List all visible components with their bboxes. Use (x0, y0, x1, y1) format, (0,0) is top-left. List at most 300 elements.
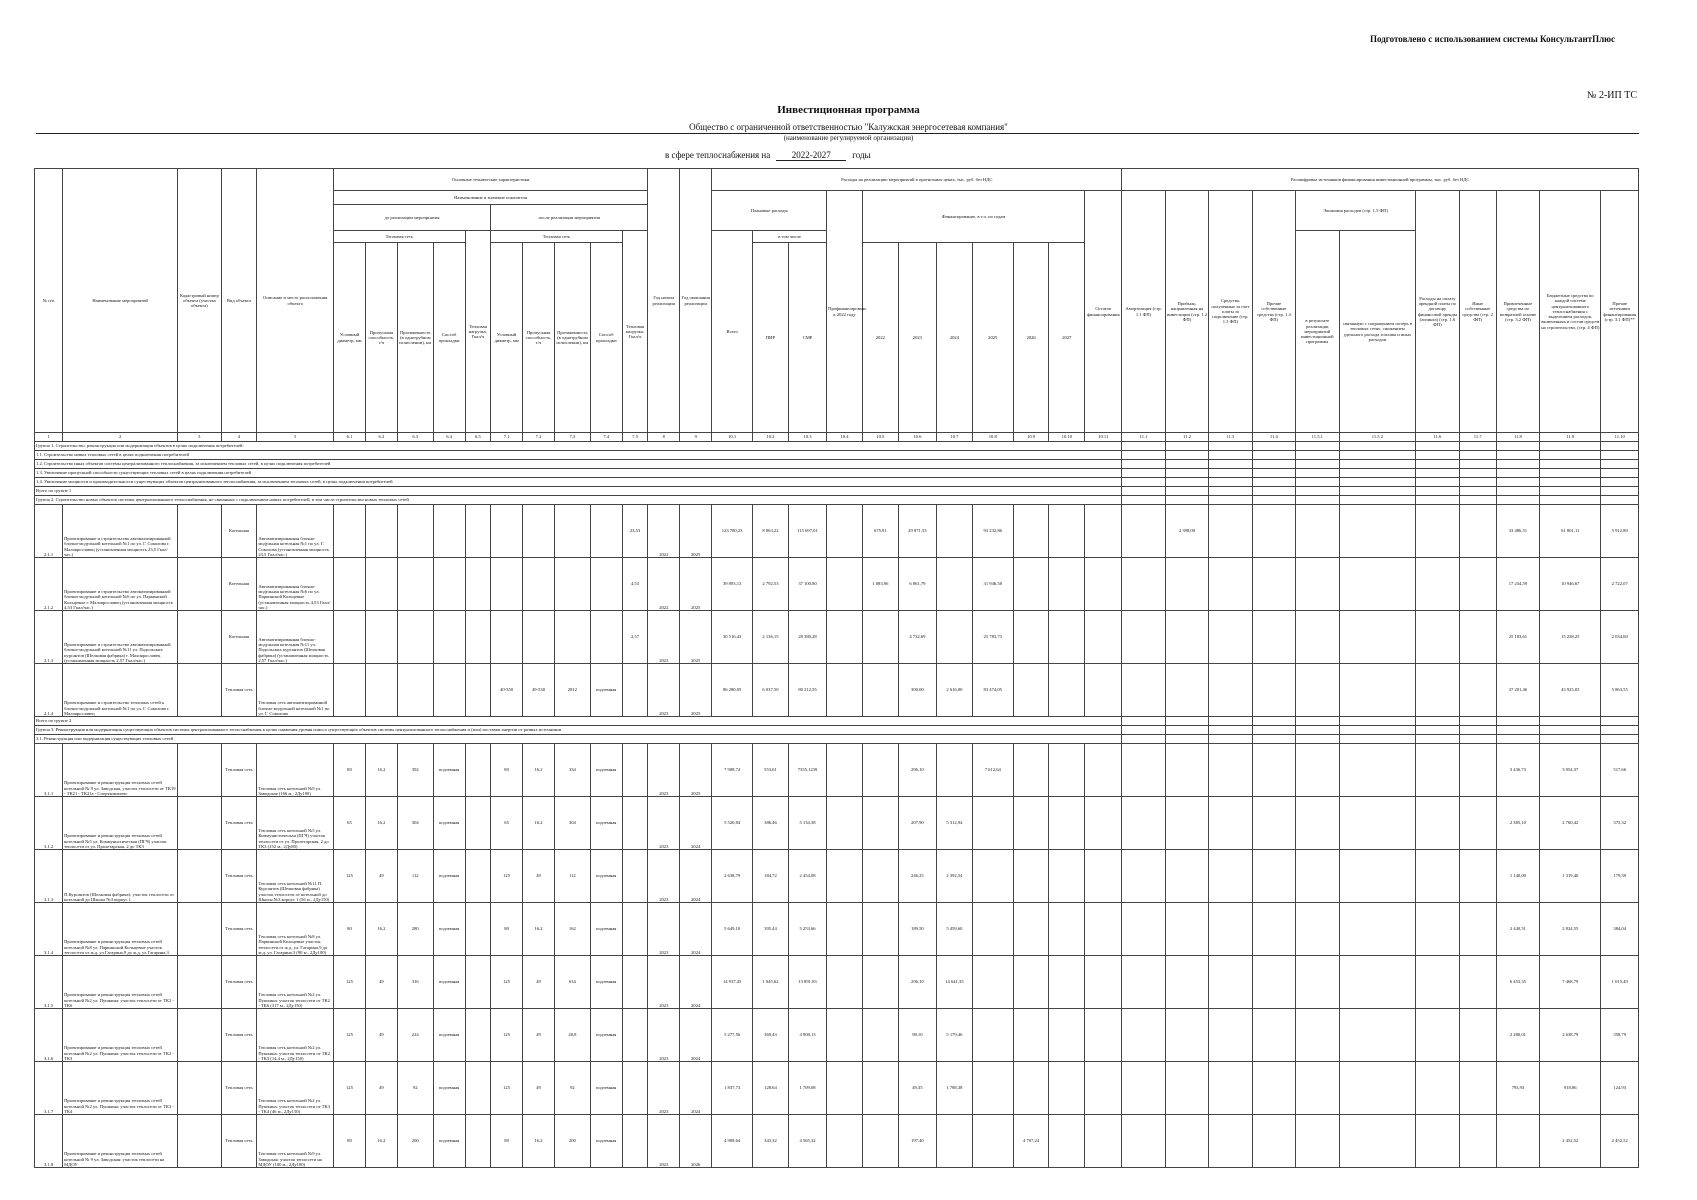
group-label: Группа 2. Строительство новых объектов системы централизованного теплоснабжения, не связанных с подключением новых потребителей, в том числе строительство новых тепловых сетей (35, 496, 1122, 505)
row-value-s114 (1252, 744, 1295, 797)
row-value-c62: 16,2 (365, 744, 397, 797)
row-value-c65 (465, 1062, 491, 1115)
header-profit: Прибыль, направленная на инвестиции (стр. 1.2 ФП) (1165, 191, 1208, 433)
row-type: Тепловая сеть (221, 797, 257, 850)
empty-cell (1416, 735, 1459, 744)
row-value-s119: 15 238,25 (1540, 611, 1601, 664)
row-value-f27 (1049, 558, 1085, 611)
row-value-fin (827, 505, 863, 558)
empty-cell (1296, 726, 1339, 735)
row-value-fin (827, 1062, 863, 1115)
header-smr: СМР (788, 243, 826, 433)
row-value-f22 (862, 956, 898, 1009)
row-value-s112 (1165, 1009, 1208, 1062)
row-value-f23: 4 732,69 (898, 611, 936, 664)
row-value-pir: 6 037,50 (753, 664, 789, 717)
row-value-smr: 7355,1239 (788, 744, 826, 797)
row-value-f23: 296,10 (898, 956, 936, 1009)
row-value-c72: 16,2 (523, 903, 555, 956)
row-value-f25 (972, 1115, 1013, 1168)
row-value-c64: подземная (433, 850, 465, 903)
row-value-s111 (1122, 903, 1165, 956)
column-number-cell: 11.4 (1252, 433, 1295, 442)
row-number: 3.1.6 (35, 1009, 63, 1062)
row-value-c71: 65 (491, 797, 523, 850)
row-value-f26 (1013, 956, 1049, 1009)
header-year-2024: 2024 (937, 243, 973, 433)
row-value-smr: 28 380,28 (788, 611, 826, 664)
empty-cell (1601, 451, 1639, 460)
row-value-s117 (1459, 744, 1496, 797)
row-value-f22: 1 083,96 (862, 558, 898, 611)
row-value-c72: 49 (523, 1009, 555, 1062)
row-value-c72 (523, 505, 555, 558)
row-value-s112 (1165, 611, 1208, 664)
row-value-s113 (1209, 558, 1252, 611)
row-value-smr: 4 908,13 (788, 1009, 826, 1062)
empty-cell (1496, 717, 1539, 726)
row-value-c64: подземная (433, 1115, 465, 1168)
empty-cell (1252, 735, 1295, 744)
row-value-s118: 37 201,46 (1496, 664, 1539, 717)
row-value-s113 (1209, 1115, 1252, 1168)
group-row (35, 451, 1639, 460)
row-value-c61 (333, 558, 365, 611)
row-value-f23: 6 861,79 (898, 558, 936, 611)
table-row (35, 558, 1639, 611)
empty-cell (1416, 460, 1459, 469)
row-value-s1151 (1296, 744, 1339, 797)
row-value-c65 (465, 956, 491, 1009)
empty-cell (1459, 442, 1496, 451)
organization-name: Общество с ограниченной ответственностью "Калужская энергосетевая компания" (689, 122, 1008, 132)
row-value-c73: 634 (554, 956, 590, 1009)
group-row (35, 469, 1639, 478)
header-n: № п/п (35, 169, 63, 433)
header-length-before: Протяженность (в однотрубном исчислении), км (397, 243, 433, 433)
row-value-s114 (1252, 558, 1295, 611)
empty-cell (1459, 726, 1496, 735)
empty-cell (1540, 717, 1601, 726)
row-value-c75 (622, 1009, 648, 1062)
row-value-c73: 334 (554, 744, 590, 797)
row-type: Тепловая сеть (221, 1115, 257, 1168)
row-value-s114 (1252, 505, 1295, 558)
row-value-s1110: 124,93 (1601, 1062, 1639, 1115)
empty-cell (1540, 451, 1601, 460)
row-value-f27 (1049, 956, 1085, 1009)
row-name: Проектирование и реконструкция тепловых сетей котельной № 9 ул. Заводская: участок теплосети на МДОУ (63, 1115, 178, 1168)
header-capacity-after: Пропускная способность, т/ч (523, 243, 555, 433)
row-value-f24: 1 788,38 (937, 1062, 973, 1115)
row-value-total: 2 638,79 (712, 850, 753, 903)
row-value-s119: 2 760,42 (1540, 797, 1601, 850)
row-cadastral (178, 797, 221, 850)
row-value-s113 (1209, 850, 1252, 903)
row-value-rem (1085, 1009, 1122, 1062)
row-cadastral (178, 558, 221, 611)
row-value-f27 (1049, 1062, 1085, 1115)
row-value-rem (1085, 797, 1122, 850)
row-number: 2.1.3 (35, 611, 63, 664)
column-number-cell: 8 (648, 433, 680, 442)
row-location: Автоматизированная блочно-модульная котельная №6 по ул. Паркинской Кольцевые (установленная мощность 4,53 Гкал/час.) (257, 558, 334, 611)
row-name: Проектирование и реконструкция тепловых сетей котельной №5 ул. Коммунистическая (ПГЧ) участок теплосети от ул. Пролетарская, 2 до ТК3 (63, 797, 178, 850)
column-number-cell: 10.2 (753, 433, 789, 442)
row-value-rem (1085, 664, 1122, 717)
row-value-total: 39 893,13 (712, 558, 753, 611)
row-value-c62 (365, 505, 397, 558)
row-value-c65 (465, 797, 491, 850)
column-number-cell: 6.1 (333, 433, 365, 442)
row-value-c63: 112 (397, 850, 433, 903)
row-value-s111 (1122, 558, 1165, 611)
column-number-cell: 11.3 (1209, 433, 1252, 442)
row-value-s118: 17 234,59 (1496, 558, 1539, 611)
empty-cell (1496, 460, 1539, 469)
row-value-s112 (1165, 558, 1208, 611)
row-value-s117 (1459, 1062, 1496, 1115)
row-value-c73 (554, 505, 590, 558)
row-value-c63 (397, 664, 433, 717)
header-connect: Средства, полученные за счет платы за подключение (стр. 1.3 ФП) (1209, 191, 1252, 433)
row-value-s118: 33 486,51 (1496, 505, 1539, 558)
empty-cell (1496, 451, 1539, 460)
column-number-cell: 10.6 (898, 433, 936, 442)
row-value-f27 (1049, 797, 1085, 850)
row-value-s118 (1496, 1115, 1539, 1168)
row-value-s119: 2 824,55 (1540, 903, 1601, 956)
group-row (35, 496, 1639, 505)
empty-cell (1252, 487, 1295, 496)
empty-cell (1496, 442, 1539, 451)
row-value-f26 (1013, 903, 1049, 956)
sphere-line (665, 150, 871, 161)
row-value-f26 (1013, 1009, 1049, 1062)
empty-cell (1296, 460, 1339, 469)
row-value-rem (1085, 956, 1122, 1009)
row-value-f23: 300,00 (898, 664, 936, 717)
row-value-c61: 125 (333, 956, 365, 1009)
row-value-s1151 (1296, 1009, 1339, 1062)
row-value-s113 (1209, 664, 1252, 717)
empty-cell (1496, 487, 1539, 496)
row-value-c72: 49-530 (523, 664, 555, 717)
row-value-smr: 5 134,38 (788, 797, 826, 850)
row-value-s116 (1416, 903, 1459, 956)
row-value-total: 14 937,45 (712, 956, 753, 1009)
row-value-s1110: 5 912,80 (1601, 505, 1639, 558)
header-remainder: Остаток финансирования (1085, 191, 1122, 433)
empty-cell (1165, 487, 1208, 496)
row-value-c74: подземная (590, 797, 622, 850)
empty-cell (1416, 717, 1459, 726)
header-tech-group: Основные технические характеристики (333, 169, 647, 191)
empty-cell (1416, 487, 1459, 496)
row-value-f25 (972, 903, 1013, 956)
row-value-c63 (397, 611, 433, 664)
row-type: Тепловая сеть (221, 744, 257, 797)
empty-cell (1416, 726, 1459, 735)
row-value-s1151 (1296, 850, 1339, 903)
row-name: Проектирование и реконструкция тепловых сетей котельной №8 ул. Паркинской Кольцевые участок теплосети от ж.д. ул.Гагарина,9 до ж.д. ул.Гагарина,3 (63, 903, 178, 956)
row-value-s117 (1459, 1009, 1496, 1062)
row-value-y1: 2023 (648, 744, 680, 797)
row-value-s114 (1252, 611, 1295, 664)
column-number-cell: 10.5 (862, 433, 898, 442)
column-number-cell: 10.9 (1013, 433, 1049, 442)
empty-cell (1122, 442, 1165, 451)
header-other: Прочие источники финансирования (стр. 3.1 ФП)** (1601, 191, 1639, 433)
row-value-pir: 369,43 (753, 1009, 789, 1062)
empty-cell (1209, 717, 1252, 726)
row-value-c65 (465, 903, 491, 956)
empty-cell (1601, 469, 1639, 478)
empty-cell (1165, 442, 1208, 451)
row-value-f23: 98,10 (898, 1009, 936, 1062)
empty-cell (1122, 478, 1165, 487)
row-value-rem (1085, 850, 1122, 903)
row-value-rem (1085, 611, 1122, 664)
row-value-c63: 224 (397, 1009, 433, 1062)
row-value-c61 (333, 611, 365, 664)
row-name: Проектирование и строительство автоматизированной блочно-модульной котельной №1 по ул. Г. Соколова г. Малоярославец (установленная мощность 23,5 Гкал/час.) (63, 505, 178, 558)
row-value-f24: 14 641,35 (937, 956, 973, 1009)
empty-cell (1339, 469, 1416, 478)
row-value-s112 (1165, 744, 1208, 797)
row-value-f27 (1049, 664, 1085, 717)
empty-cell (1459, 469, 1496, 478)
row-value-s111 (1122, 1009, 1165, 1062)
empty-cell (1339, 717, 1416, 726)
row-number: 3.1.3 (35, 850, 63, 903)
empty-cell (1601, 726, 1639, 735)
column-number-cell: 1 (35, 433, 63, 442)
row-value-y1: 2022 (648, 558, 680, 611)
empty-cell (1540, 460, 1601, 469)
row-value-s111 (1122, 850, 1165, 903)
row-value-s118: 1 140,00 (1496, 850, 1539, 903)
row-value-c75 (622, 664, 648, 717)
row-value-s114 (1252, 797, 1295, 850)
row-cadastral (178, 850, 221, 903)
row-value-s113 (1209, 505, 1252, 558)
row-value-c73: 162 (554, 903, 590, 956)
group-row (35, 478, 1639, 487)
row-number: 2.1.2 (35, 558, 63, 611)
column-number-cell: 10.1 (712, 433, 753, 442)
row-value-s1110: 1 015,49 (1601, 956, 1639, 1009)
row-value-y2: 2024 (680, 797, 712, 850)
row-value-s116 (1416, 558, 1459, 611)
row-value-c74: подземная (590, 664, 622, 717)
empty-cell (1496, 496, 1539, 505)
row-value-pir: 553,61 (753, 744, 789, 797)
row-value-c65 (465, 664, 491, 717)
row-value-y2: 2025 (680, 505, 712, 558)
row-value-c73: 304 (554, 797, 590, 850)
row-value-pir: 8 063,22 (753, 505, 789, 558)
row-value-c74 (590, 611, 622, 664)
row-value-s114 (1252, 1062, 1295, 1115)
row-value-f24: 5 312,94 (937, 797, 973, 850)
row-value-fin (827, 611, 863, 664)
row-value-s1152 (1339, 1009, 1416, 1062)
column-number-cell: 7.1 (491, 433, 523, 442)
empty-cell (1459, 735, 1496, 744)
row-name: Проектирование и строительство тепловых сетей к блочно-модульной котельной №1 по ул. Г. Соколова г. Малоярославец (63, 664, 178, 717)
row-value-c62: 49 (365, 1062, 397, 1115)
row-value-smr: 4 565,32 (788, 1115, 826, 1168)
column-number-cell: 10.7 (937, 433, 973, 442)
row-value-c74: подземная (590, 1009, 622, 1062)
row-value-c74: подземная (590, 1062, 622, 1115)
row-location: Автоматизированная блочно-модульная котельная №1 по ул. Г. Соколова (установленная мощность 23,5 Гкал/час.) (257, 505, 334, 558)
table-row (35, 903, 1639, 956)
header-year-2022: 2022 (862, 243, 898, 433)
row-value-c71: 80 (491, 744, 523, 797)
header-network-before: Тепловая сеть (333, 231, 465, 243)
row-value-f22 (862, 903, 898, 956)
row-value-s111 (1122, 611, 1165, 664)
row-value-f22 (862, 1062, 898, 1115)
empty-cell (1209, 478, 1252, 487)
row-value-f27 (1049, 1009, 1085, 1062)
row-value-total: 86 280,05 (712, 664, 753, 717)
header-economy: Экономия расходов (стр. 1.5 ФП) (1296, 191, 1416, 231)
row-value-smr: 2 454,08 (788, 850, 826, 903)
empty-cell (1122, 460, 1165, 469)
row-value-s119: 1 319,40 (1540, 850, 1601, 903)
column-number-cell: 7.2 (523, 433, 555, 442)
row-value-s111 (1122, 1062, 1165, 1115)
row-value-rem (1085, 558, 1122, 611)
row-value-f23: 29 871,53 (898, 505, 936, 558)
row-value-y1: 2023 (648, 850, 680, 903)
row-value-c71 (491, 611, 523, 664)
row-value-f27 (1049, 1115, 1085, 1168)
row-value-c63: 200 (397, 1115, 433, 1168)
row-value-s1151 (1296, 1115, 1339, 1168)
row-number: 3.1.5 (35, 956, 63, 1009)
table-row (35, 956, 1639, 1009)
row-value-s112 (1165, 956, 1208, 1009)
header-amort: Амортизация (стр. 1.1 ФП) (1122, 191, 1165, 433)
table-body (35, 442, 1639, 1168)
row-value-f26 (1013, 1062, 1049, 1115)
row-value-c74: подземная (590, 956, 622, 1009)
row-value-c64 (433, 664, 465, 717)
empty-cell (1459, 717, 1496, 726)
header-year-2027: 2027 (1049, 243, 1085, 433)
row-value-c75: 4,53 (622, 558, 648, 611)
row-location: Тепловая сеть котельной №9 ул. Заводская (166 м., 2Ду100) (257, 744, 334, 797)
row-value-s1151 (1296, 505, 1339, 558)
empty-cell (1540, 726, 1601, 735)
table-row (35, 664, 1639, 717)
row-cadastral (178, 1115, 221, 1168)
column-number-cell: 3 (178, 433, 221, 442)
empty-cell (1296, 487, 1339, 496)
row-value-fin (827, 903, 863, 956)
row-value-c71 (491, 505, 523, 558)
row-value-fin (827, 797, 863, 850)
row-number: 3.1.8 (35, 1115, 63, 1168)
row-value-s112 (1165, 797, 1208, 850)
row-value-s116 (1416, 850, 1459, 903)
table-row (35, 744, 1639, 797)
row-value-fin (827, 744, 863, 797)
row-location: Тепловая сеть автоматизированной блочно-модульной котельной №1 по ул. Г. Соколова (257, 664, 334, 717)
row-value-c65 (465, 558, 491, 611)
row-value-c71: 80 (491, 1115, 523, 1168)
row-value-s112 (1165, 903, 1208, 956)
row-number: 2.1.1 (35, 505, 63, 558)
row-value-c64: подземная (433, 956, 465, 1009)
column-number-cell: 10.11 (1085, 433, 1122, 442)
empty-cell (1459, 460, 1496, 469)
empty-cell (1601, 478, 1639, 487)
empty-cell (1339, 478, 1416, 487)
empty-cell (1252, 469, 1295, 478)
row-value-smr: 13 891,83 (788, 956, 826, 1009)
row-value-s117 (1459, 850, 1496, 903)
row-value-f24 (937, 1115, 973, 1168)
row-value-s1110: 2 722,07 (1601, 558, 1639, 611)
row-value-f27 (1049, 903, 1085, 956)
empty-cell (1165, 460, 1208, 469)
row-value-s1151 (1296, 903, 1339, 956)
row-value-f23: 296,10 (898, 744, 936, 797)
row-value-c65 (465, 1009, 491, 1062)
group-label: 1.2. Строительство иных объектов системы централизованного теплоснабжения, за исключением тепловых сетей, в целях подключения потребителей (35, 460, 1122, 469)
column-number-cell: 11.8 (1496, 433, 1539, 442)
row-value-s1152 (1339, 558, 1416, 611)
header-financed: Профинансировано к 2022 году (827, 191, 863, 433)
row-value-c65 (465, 1115, 491, 1168)
header-cadastral: Кадастровый номер объекта (участка объекта) (178, 169, 221, 433)
row-number: 2.1.4 (35, 664, 63, 717)
row-value-s1152 (1339, 664, 1416, 717)
row-value-y1: 2023 (648, 664, 680, 717)
row-value-c74: подземная (590, 850, 622, 903)
row-value-s117 (1459, 1115, 1496, 1168)
row-value-pir: 343,32 (753, 1115, 789, 1168)
row-value-s119: 7 468,79 (1540, 956, 1601, 1009)
row-value-fin (827, 850, 863, 903)
row-value-c74: подземная (590, 744, 622, 797)
row-value-s1151 (1296, 1062, 1339, 1115)
row-value-s1152 (1339, 797, 1416, 850)
row-type: Тепловая сеть (221, 1062, 257, 1115)
column-number-cell: 7.3 (554, 433, 590, 442)
row-value-s1110: 5 863,55 (1601, 664, 1639, 717)
row-value-y1: 2023 (648, 1009, 680, 1062)
empty-cell (1122, 469, 1165, 478)
column-number-cell: 10.10 (1049, 433, 1085, 442)
row-value-f25: 25 783,73 (972, 611, 1013, 664)
row-value-s118: 2 280,01 (1496, 1009, 1539, 1062)
row-value-f26 (1013, 850, 1049, 903)
row-value-c61: 65 (333, 797, 365, 850)
row-value-s111 (1122, 797, 1165, 850)
row-value-f24: 2 392,54 (937, 850, 973, 903)
row-value-s1151 (1296, 797, 1339, 850)
row-value-smr: 37 100,80 (788, 558, 826, 611)
row-value-smr: 5 253,66 (788, 903, 826, 956)
row-value-f25 (972, 1009, 1013, 1062)
row-value-s113 (1209, 611, 1252, 664)
